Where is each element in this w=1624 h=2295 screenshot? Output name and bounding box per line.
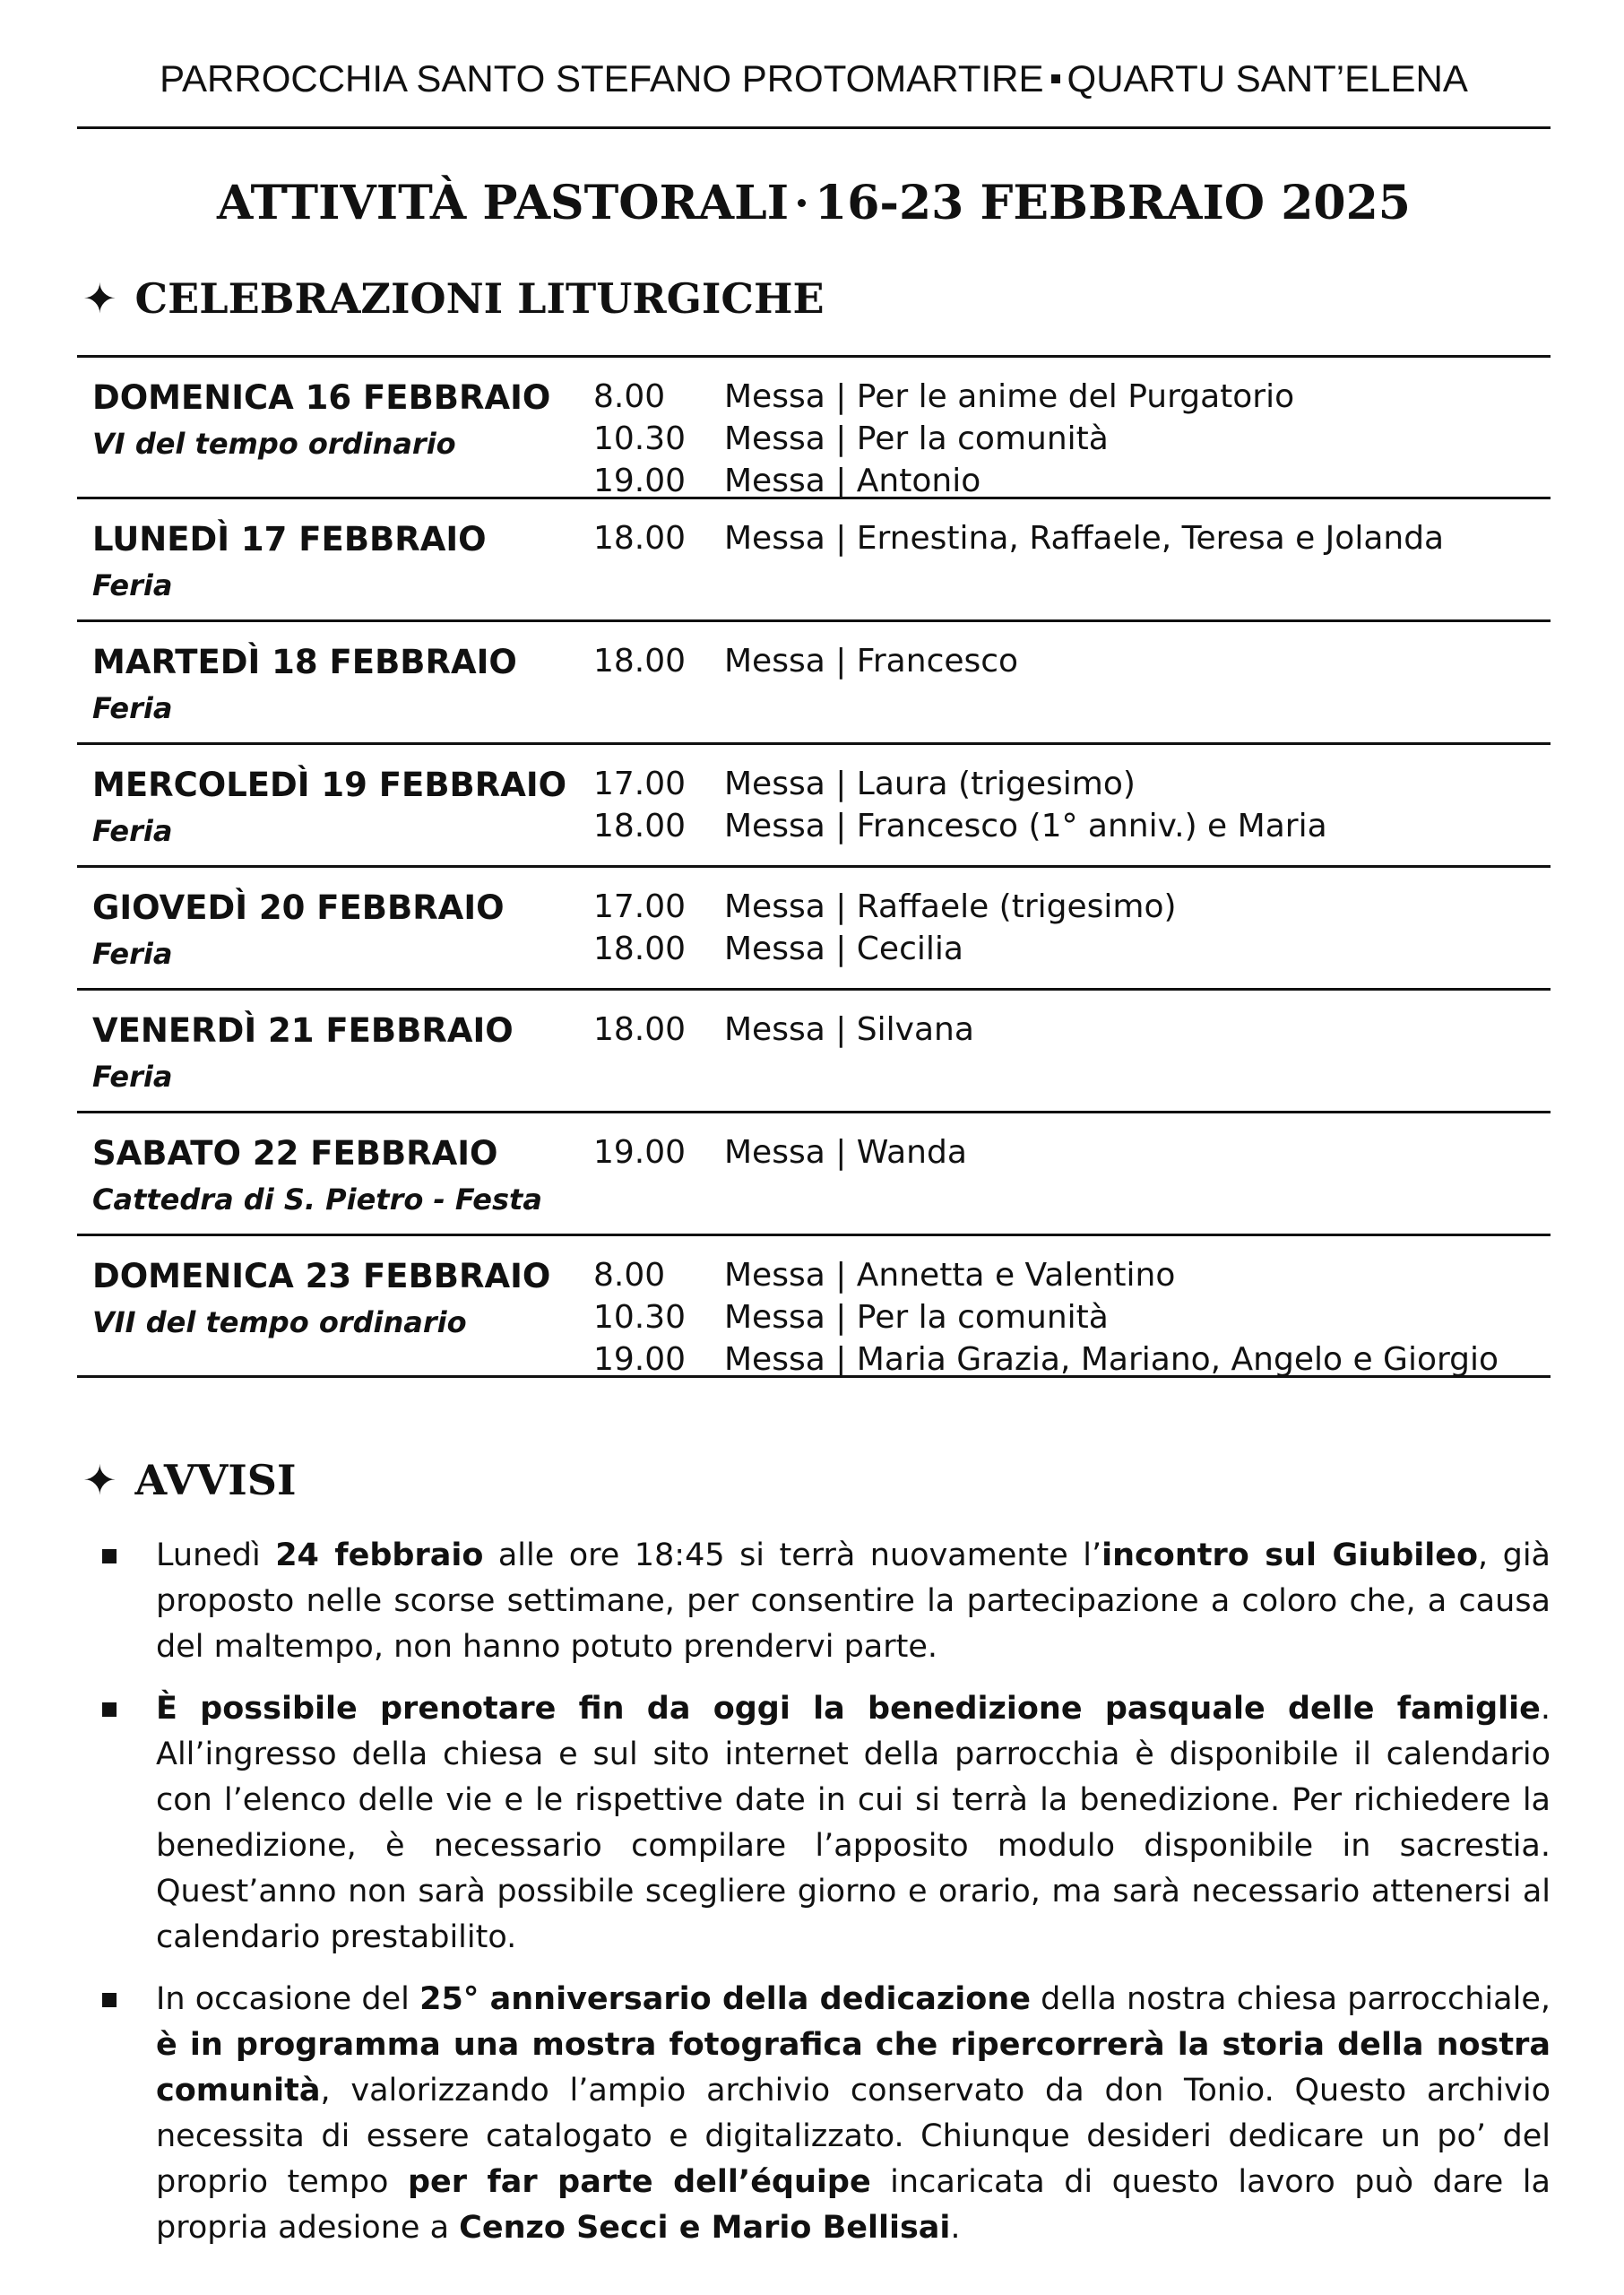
section-title-avvisi: AVVISI bbox=[134, 1456, 297, 1504]
mass-intention: Messa | Ernestina, Raffaele, Teresa e Jolanda bbox=[724, 520, 1445, 557]
text-segment: , già proposto nelle scorse settimane, per consentire la partecipazione a coloro che, a causa del maltempo, non hanno potuto prendervi parte. bbox=[156, 1537, 1551, 1665]
mass-time: 8.00 bbox=[593, 1257, 666, 1294]
header-divider bbox=[77, 126, 1551, 129]
liturgical-day: Feria bbox=[92, 568, 173, 602]
mass-list bbox=[593, 640, 1543, 682]
day-cell bbox=[92, 1254, 594, 1346]
mass-time: 10.30 bbox=[593, 420, 687, 457]
liturgical-day: VI del tempo ordinario bbox=[92, 427, 456, 461]
text-segment: , valorizzando l’ampio archivio conservato da don Tonio. Questo archivio necessita di essere catalogato e digitalizzato. Chiunque desideri dedicare un po’ del proprio tempo bbox=[156, 2073, 1551, 2200]
liturgical-day: VII del tempo ordinario bbox=[92, 1305, 467, 1339]
mass-intention: Messa | Per la comunità bbox=[724, 420, 1109, 457]
text-segment: In occasione del bbox=[156, 1981, 420, 2017]
day-cell bbox=[92, 763, 594, 854]
parish-town: QUARTU SANT’ELENA bbox=[1067, 57, 1468, 100]
parish-header bbox=[77, 57, 1551, 100]
mass-entry bbox=[593, 928, 1543, 970]
emphasis-text: Cenzo Secci e Mario Bellisai bbox=[459, 2210, 951, 2246]
text-segment: della nostra chiesa parrocchiale, bbox=[1030, 1981, 1551, 2017]
mass-time: 18.00 bbox=[593, 808, 687, 844]
schedule-row bbox=[77, 868, 1551, 988]
mass-list bbox=[593, 1254, 1543, 1381]
dot-separator-icon bbox=[798, 199, 806, 207]
liturgical-day: Feria bbox=[92, 691, 173, 725]
mass-list bbox=[593, 1131, 1543, 1173]
mass-time: 18.00 bbox=[593, 1011, 687, 1048]
mass-list bbox=[593, 517, 1543, 559]
mass-entry bbox=[593, 640, 1543, 682]
day-cell bbox=[92, 1131, 594, 1223]
mass-list bbox=[593, 376, 1543, 502]
mass-intention: Messa | Cecilia bbox=[724, 931, 963, 967]
day-cell bbox=[92, 517, 594, 609]
mass-entry bbox=[593, 376, 1543, 418]
day-name: DOMENICA 16 FEBBRAIO bbox=[92, 378, 551, 417]
mass-entry bbox=[593, 517, 1543, 559]
mass-intention: Messa | Francesco (1° anniv.) e Maria bbox=[724, 808, 1327, 844]
day-name: GIOVEDÌ 20 FEBBRAIO bbox=[92, 888, 505, 927]
parish-name: PARROCCHIA SANTO STEFANO PROTOMARTIRE bbox=[160, 57, 1044, 100]
announcement-item bbox=[77, 1686, 1551, 1961]
day-cell bbox=[92, 640, 594, 732]
mass-intention: Messa | Wanda bbox=[724, 1134, 967, 1171]
mass-entry bbox=[593, 805, 1543, 847]
mass-intention: Messa | Francesco bbox=[724, 643, 1019, 680]
bulletin-page bbox=[77, 0, 1551, 2295]
announcement-item bbox=[77, 1533, 1551, 1670]
mass-list bbox=[593, 1009, 1543, 1051]
schedule-row bbox=[77, 499, 1551, 619]
star-icon: ✦ bbox=[82, 274, 117, 323]
text-segment: incaricata di questo lavoro può dare la propria adesione a bbox=[156, 2164, 1551, 2246]
mass-entry bbox=[593, 1296, 1543, 1338]
schedule-row bbox=[77, 991, 1551, 1111]
mass-list bbox=[593, 886, 1543, 970]
mass-entry bbox=[593, 418, 1543, 460]
mass-time: 19.00 bbox=[593, 463, 687, 499]
mass-entry bbox=[593, 886, 1543, 928]
liturgical-day: Cattedra di S. Pietro - Festa bbox=[92, 1182, 542, 1217]
mass-time: 18.00 bbox=[593, 520, 687, 557]
schedule-row bbox=[77, 358, 1551, 497]
schedule-row bbox=[77, 1236, 1551, 1378]
day-cell bbox=[92, 886, 594, 977]
emphasis-text: 25° anniversario della dedicazione bbox=[419, 1981, 1031, 2017]
section-heading-liturgy bbox=[82, 274, 825, 323]
mass-time: 17.00 bbox=[593, 888, 687, 925]
mass-intention: Messa | Maria Grazia, Mariano, Angelo e Giorgio bbox=[724, 1341, 1499, 1378]
mass-schedule-table bbox=[77, 355, 1551, 1378]
day-name: SABATO 22 FEBBRAIO bbox=[92, 1134, 498, 1173]
mass-time: 18.00 bbox=[593, 931, 687, 967]
text-segment: . bbox=[950, 2210, 961, 2246]
square-separator-icon bbox=[1051, 74, 1060, 83]
mass-time: 19.00 bbox=[593, 1134, 687, 1171]
emphasis-text: 24 febbraio bbox=[275, 1537, 484, 1573]
mass-time: 18.00 bbox=[593, 643, 687, 680]
mass-intention: Messa | Silvana bbox=[724, 1011, 974, 1048]
emphasis-text: incontro sul Giubileo bbox=[1101, 1537, 1479, 1573]
emphasis-text: per far parte dell’équipe bbox=[407, 2164, 871, 2200]
mass-entry bbox=[593, 763, 1543, 805]
day-name: LUNEDÌ 17 FEBBRAIO bbox=[92, 520, 487, 559]
liturgical-day: Feria bbox=[92, 1060, 173, 1094]
announcement-text bbox=[156, 1533, 1551, 1670]
page-title bbox=[77, 176, 1551, 230]
mass-intention: Messa | Laura (trigesimo) bbox=[724, 766, 1136, 802]
mass-intention: Messa | Antonio bbox=[724, 463, 981, 499]
mass-intention: Messa | Raffaele (trigesimo) bbox=[724, 888, 1177, 925]
mass-entry bbox=[593, 1254, 1543, 1296]
square-bullet-icon bbox=[102, 1702, 117, 1717]
star-icon: ✦ bbox=[82, 1456, 117, 1504]
mass-entry bbox=[593, 1338, 1543, 1381]
mass-time: 10.30 bbox=[593, 1299, 687, 1336]
section-heading-avvisi bbox=[82, 1456, 297, 1504]
page-title-dates: 16-23 FEBBRAIO 2025 bbox=[815, 176, 1411, 230]
schedule-row bbox=[77, 745, 1551, 865]
schedule-row bbox=[77, 1113, 1551, 1234]
announcements-list bbox=[77, 1533, 1551, 2267]
square-bullet-icon bbox=[102, 1993, 117, 2007]
text-segment: Lunedì bbox=[156, 1537, 276, 1573]
announcement-text bbox=[156, 1686, 1551, 1961]
mass-intention: Messa | Per le anime del Purgatorio bbox=[724, 378, 1295, 415]
announcement-item bbox=[77, 1977, 1551, 2251]
mass-time: 19.00 bbox=[593, 1341, 687, 1378]
text-segment: . All’ingresso della chiesa e sul sito internet della parrocchia è disponibile il calendario con l’elenco delle vie e le rispettive date in cui si terrà la benedizione. Per richiedere la benedizione, è necessario compilare l’apposito modulo disponibile in sacrestia. Quest’anno non sarà possibile scegliere giorno e orario, ma sarà necessario attenersi al calendario prestabilito. bbox=[156, 1691, 1551, 1955]
mass-intention: Messa | Annetta e Valentino bbox=[724, 1257, 1176, 1294]
schedule-row bbox=[77, 622, 1551, 742]
text-segment: alle ore 18:45 si terrà nuovamente l’ bbox=[483, 1537, 1102, 1573]
mass-entry bbox=[593, 460, 1543, 502]
mass-entry bbox=[593, 1131, 1543, 1173]
day-name: VENERDÌ 21 FEBBRAIO bbox=[92, 1011, 514, 1050]
emphasis-text: è in programma una mostra fotografica che ripercorrerà la storia della nostra comunità bbox=[156, 2027, 1551, 2109]
day-cell bbox=[92, 376, 594, 467]
day-cell bbox=[92, 1009, 594, 1100]
mass-time: 8.00 bbox=[593, 378, 666, 415]
day-name: DOMENICA 23 FEBBRAIO bbox=[92, 1257, 551, 1295]
section-title-liturgy: CELEBRAZIONI LITURGICHE bbox=[134, 274, 825, 323]
mass-intention: Messa | Per la comunità bbox=[724, 1299, 1109, 1336]
square-bullet-icon bbox=[102, 1549, 117, 1563]
mass-list bbox=[593, 763, 1543, 847]
mass-entry bbox=[593, 1009, 1543, 1051]
page-title-main: ATTIVITÀ PASTORALI bbox=[217, 176, 790, 230]
announcement-text bbox=[156, 1977, 1551, 2251]
day-name: MERCOLEDÌ 19 FEBBRAIO bbox=[92, 766, 567, 804]
mass-time: 17.00 bbox=[593, 766, 687, 802]
liturgical-day: Feria bbox=[92, 814, 173, 848]
liturgical-day: Feria bbox=[92, 937, 173, 971]
day-name: MARTEDÌ 18 FEBBRAIO bbox=[92, 643, 517, 681]
emphasis-text: È possibile prenotare fin da oggi la benedizione pasquale delle famiglie bbox=[156, 1691, 1541, 1727]
